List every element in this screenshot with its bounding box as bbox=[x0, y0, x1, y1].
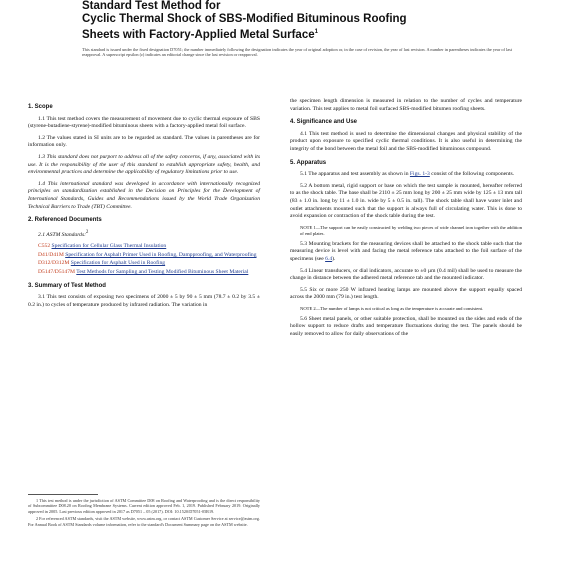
reference-title[interactable]: Specification for Asphalt Used in Roofing bbox=[70, 260, 166, 267]
section-link[interactable]: 6.4 bbox=[325, 255, 333, 262]
reference-title[interactable]: Specification for Cellular Glass Thermal Insulation bbox=[51, 243, 167, 250]
section-apparatus-title: 5. Apparatus bbox=[290, 159, 327, 166]
para-3-1-continued: the specimen length dimension is measured in relation to the number of cycles and temperature variation. This test applies to metal foil surfaced SBS-modified bitumen roofing sheets. bbox=[290, 98, 522, 112]
reference-item[interactable] bbox=[28, 243, 260, 251]
para-1-3: 1.3 This standard does not purport to address all of the safety concerns, if any, associated with its use. It is the responsibility of the user of this standard to establish appropriate safety, health, and environmental practices and determine the applicability of regulatory limitations prior to use. bbox=[28, 153, 260, 176]
title-footnote-mark: 1 bbox=[314, 29, 318, 35]
para-1-4: 1.4 This international standard was developed in accordance with internationally recognized principles on standardization established in the Decision on Principles for the Development of International Standards, Guides and Recommendations issued by the World Trade Organization Technical Barriers to Trade (TBT) Committee. bbox=[28, 180, 260, 210]
document-header bbox=[82, 0, 542, 42]
reference-code[interactable]: C552 bbox=[38, 243, 51, 250]
para-5-1 bbox=[290, 171, 522, 179]
section-summary-title: 3. Summary of Test Method bbox=[28, 282, 106, 289]
footnotes bbox=[28, 494, 260, 529]
section-significance-title: 4. Significance and Use bbox=[290, 119, 358, 126]
reference-code[interactable]: D41/D41M bbox=[38, 251, 64, 258]
para-3-1: 3.1 This test consists of exposing two specimens of 2000 ± 5 by 90 ± 5 mm (78.7 ± 0.2 by 3.5 ± 0.2 in.) to cycles of temperature produced by infrared radiation. The variation in bbox=[28, 294, 260, 308]
para-4-1: 4.1 This test method is used to determine the dimensional changes and physical stability of the product upon exposure to specified cyclic thermal conditions. It is also useful in determining the integrity of the bond between the metal foil and the SBS-modified bituminous compound. bbox=[290, 130, 522, 152]
note-2: NOTE 2—The number of lamps is not critical as long as the temperature is accurate and consistent. bbox=[300, 305, 484, 311]
section-scope-title: 1. Scope bbox=[28, 104, 53, 110]
designation-notice: This standard is issued under the fixed designation D7051; the number immediately following the designation indicates the year of original adoption or, in the case of revision, the year of last revision. A number in parentheses indicates the year of last reapproval. A superscript epsilon (ε) indicates an editorial change since the last revision or reapproval. bbox=[82, 47, 512, 58]
figure-link[interactable]: Figs. 1-3 bbox=[409, 171, 430, 178]
reference-title[interactable]: Test Methods for Sampling and Testing Modified Bituminous Sheet Material bbox=[76, 268, 249, 275]
footnote-1: 1 This test method is under the jurisdiction of ASTM Committee D08 on Roofing and Waterproofing and is the direct responsibility of Subcommittee D08.20 on Roofing Membrane Systems. Current edition approved Feb. 1, 2019. Published February 2019. Originally approved in 2005. Last previous edition approved in 2017 as D7051 – 05 (2017). DOI: 10.1520/D7051-05R19. bbox=[28, 498, 260, 514]
para-5-2: 5.2 A bottom metal, rigid support or base on which the test sample is mounted, hereafter referred to as the shock table. The base shall be 2110 ± 25 mm long by 200 ± 25 mm wide by 125 ± 13 mm tall (83 ± 1.0 in. long by 11 ± 1.0 in. wide by 5 ± 0.5 in. tall). The shock table shall have water inlet and outlet attachments mounted such that the support is always full of circulating water. This is done to avoid expansion or contraction of the shock table during the test. bbox=[290, 182, 522, 220]
title-prefix: Standard Test Method for bbox=[82, 0, 221, 12]
para-5-1-text-a: 5.1 The apparatus and test assembly as shown in bbox=[300, 171, 409, 178]
title-line-2-text: Sheets with Factory-Applied Metal Surface bbox=[82, 28, 315, 41]
left-column bbox=[28, 98, 260, 313]
footnote-2: 2 For referenced ASTM standards, visit the ASTM website, www.astm.org, or contact ASTM Customer Service at service@astm.org. For Annual Book of ASTM Standards volume information, refer to the standard's Document Summary page on the ASTM website. bbox=[28, 516, 260, 527]
reference-item[interactable] bbox=[28, 252, 260, 260]
reference-item[interactable] bbox=[28, 269, 260, 277]
section-refs-title: 2. Referenced Documents bbox=[28, 217, 102, 224]
reference-list bbox=[28, 243, 260, 276]
astm-standards-label bbox=[28, 229, 260, 239]
footnote-divider bbox=[28, 494, 98, 495]
title-line-1: Cyclic Thermal Shock of SBS-Modified Bituminous Roofing bbox=[82, 13, 407, 25]
para-5-4: 5.4 Linear transducers, or dial indicators, accurate to ±0 µm (0.4 mil) shall be used to measure the change in distance between the adhered metal reference tab and the mounted indicator. bbox=[290, 267, 522, 282]
para-1-1: 1.1 This test method covers the measurement of movement due to cyclic thermal exposure of SBS (styrene-butadiene-styrene)-modified bituminous sheets with a factory-applied metal foil surface. bbox=[28, 115, 260, 130]
right-column bbox=[290, 98, 522, 343]
astm-standards-text: 2.1 ASTM Standards: bbox=[38, 231, 87, 238]
para-5-1-text-b: consist of the following components. bbox=[431, 171, 515, 178]
para-5-5: 5.5 Six or more 250 W infrared heating lamps are mounted above the support equally spaced across the 2000 mm (79 in.) test length. bbox=[290, 286, 522, 301]
astm-footnote-mark: 2 bbox=[86, 229, 89, 235]
reference-item[interactable] bbox=[28, 260, 260, 268]
para-5-3-text-b: ). bbox=[332, 255, 336, 262]
title-line-2 bbox=[82, 26, 542, 42]
reference-title[interactable]: Specification for Asphalt Primer Used in Roofing, Dampproofing, and Waterproofing bbox=[65, 251, 257, 258]
para-1-2: 1.2 The values stated in SI units are to be regarded as standard. The values in parentheses are for information only. bbox=[28, 134, 260, 149]
reference-code[interactable]: D5147/D5147M bbox=[38, 268, 75, 275]
reference-code[interactable]: D312/D312M bbox=[38, 260, 70, 267]
note-1: NOTE 1—The support can be easily constructed by welding two pieces of wide channel iron together with the addition of end plates. bbox=[300, 224, 522, 236]
para-5-3-text-a: 5.3 Mounting brackets for the measuring devices shall be attached to the shock table such that the measuring device is level with and facing the metal reference tabs attached to the foil surface of the specimens (see bbox=[290, 240, 522, 262]
para-5-6: 5.6 Sheet metal panels, or other suitable protection, shall be mounted on the sides and ends of the hollow support to reduce drafts and temperature fluctuations during the test. The panels should be easily removed to allow for daily observations of the bbox=[290, 315, 522, 338]
para-5-3 bbox=[290, 241, 522, 264]
